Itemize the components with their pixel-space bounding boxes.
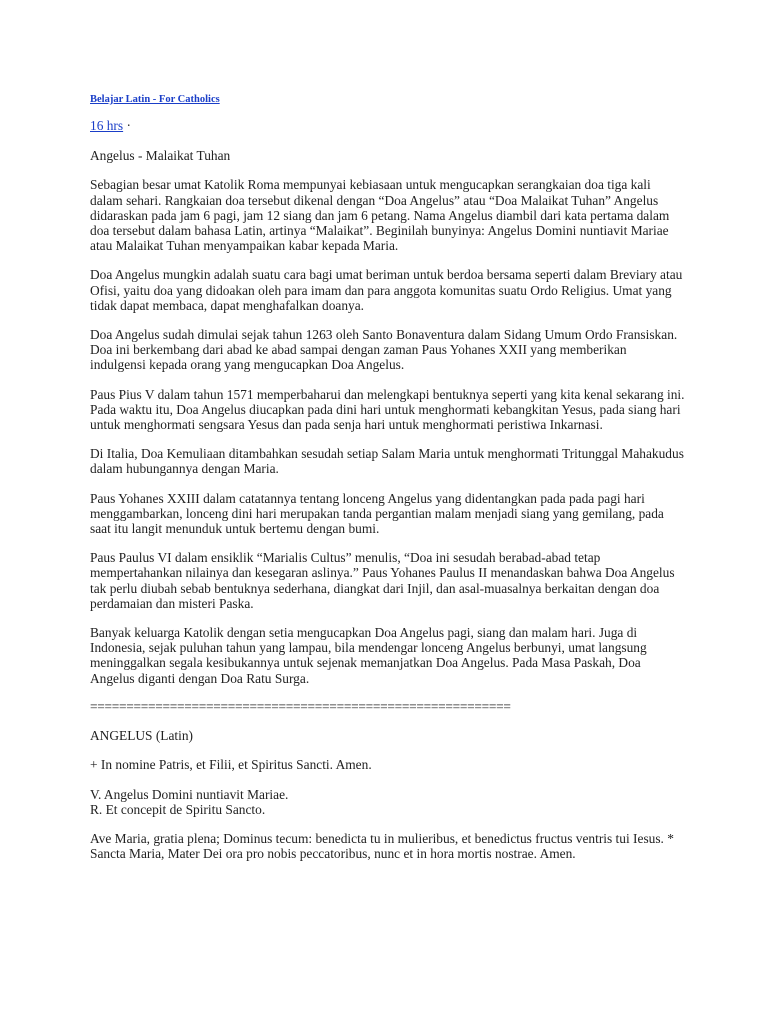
- response: R. Et concepit de Spiritu Sancto.: [90, 801, 266, 817]
- divider-line: ==========================================================: [90, 698, 511, 714]
- paragraph: Paus Pius V dalam tahun 1571 memperbaharui dan melengkapi bentuknya seperti yang kita kenal sekarang ini. Pada waktu itu, Doa Angelus diucapkan pada dini hari untuk menghormati kebangkitan Yesus, pada siang hari untuk menghormati sengsara Yesus dan pada senja hari untuk menghormati peristiwa Inkarnasi.: [90, 386, 685, 433]
- paragraph: Di Italia, Doa Kemuliaan ditambahkan sesudah setiap Salam Maria untuk menghormati Tritunggal Mahakudus dalam hubungannya dengan Maria.: [90, 446, 684, 477]
- source-link[interactable]: Belajar Latin - For Catholics: [90, 94, 220, 105]
- time-separator: ·: [123, 118, 131, 133]
- paragraph: Banyak keluarga Katolik dengan setia mengucapkan Doa Angelus pagi, siang dan malam hari. Juga di Indonesia, sejak puluhan tahun yang lampau, bila mendengar lonceng Angelus berbunyi, umat langsung meninggalkan segala kesibukannya untuk sejenak memanjatkan Doa Angelus. Pada Masa Paskah, Doa Angelus diganti dengan Doa Ratu Surga.: [90, 625, 647, 686]
- ave-maria: Ave Maria, gratia plena; Dominus tecum: benedicta tu in mulieribus, et benedictus fructus ventris tui Iesus. * Sancta Maria, Mater Dei ora pro nobis peccatoribus, nunc et in hora mortis nostrae. Amen.: [90, 830, 674, 862]
- paragraph: Doa Angelus sudah dimulai sejak tahun 1263 oleh Santo Bonaventura dalam Sidang Umum Ordo Fransiskan. Doa ini berkembang dari abad ke abad sampai dengan zaman Paus Yohanes XXII yang memberikan indulgensi kepada orang yang mengucapkan Doa Angelus.: [90, 327, 678, 373]
- paragraph: Paus Yohanes XXIII dalam catatannya tentang lonceng Angelus yang didentangkan pada pada pagi hari menggambarkan, lonceng dini hari merupakan tanda pergantian malam menjadi siang yang gemilang, pada saat itu langit menunduk untuk bertemu dengan bumi.: [90, 490, 664, 537]
- versicle-response: [90, 787, 685, 817]
- paragraph: Paus Paulus VI dalam ensiklik “Marialis Cultus” menulis, “Doa ini sesudah berabad-abad tetap mempertahankan nilainya dan kesegaran aslinya.” Paus Yohanes Paulus II menandaskan bahwa Doa Angelus tak perlu diubah sebab bentuknya sederhana, diangkat dari Injil, dan asal-muasalnya berkaitan dengan doa perdamaian dan misteri Paska.: [90, 550, 675, 611]
- document-page: [90, 90, 685, 861]
- timestamp-link[interactable]: 16 hrs: [90, 118, 124, 133]
- post-title: Angelus - Malaikat Tuhan: [90, 148, 231, 164]
- paragraph: Doa Angelus mungkin adalah suatu cara bagi umat beriman untuk berdoa bersama seperti dalam Breviary atau Ofisi, yaitu doa yang didoakan oleh para imam dan para anggota komunitas suatu Ordo Religius. Umat yang tidak dapat membaca, dapat menghafalkan doanya.: [90, 267, 683, 313]
- versicle: V. Angelus Domini nuntiavit Mariae.: [90, 786, 289, 802]
- paragraph: Sebagian besar umat Katolik Roma mempunyai kebiasaan untuk mengucapkan serangkaian doa tiga kali dalam sehari. Rangkaian doa tersebut dikenal dengan “Doa Angelus” atau “Doa Malaikat Tuhan” Angelus didaraskan pada jam 6 pagi, jam 12 siang dan jam 6 petang. Nama Angelus diambil dari kata pertama dalam doa tersebut dalam bahasa Latin, artinya “Malaikat”. Beginilah bunyinya: Angelus Domini nuntiavit Mariae atau Malaikat Tuhan menyampaikan kabar kepada Maria.: [90, 177, 670, 254]
- post-meta: [90, 118, 685, 133]
- sign-of-cross: + In nomine Patris, et Filii, et Spiritus Sancti. Amen.: [90, 757, 372, 773]
- latin-heading: ANGELUS (Latin): [90, 728, 194, 744]
